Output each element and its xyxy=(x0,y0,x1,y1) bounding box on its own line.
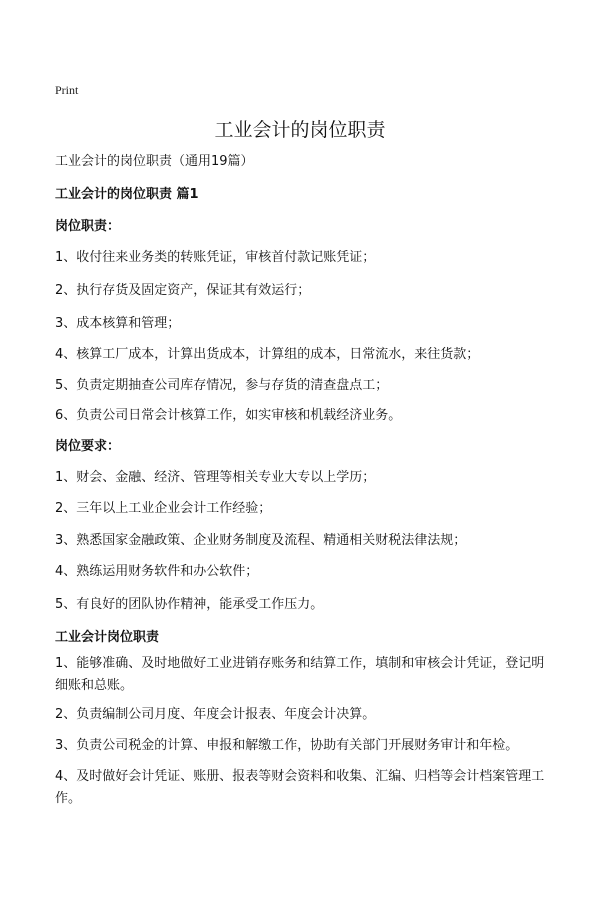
section2-item: 1、能够准确、及时地做好工业进销存账务和结算工作，填制和审核会计凭证，登记明细账和总账。 xyxy=(55,656,545,693)
duty-item: 5、负责定期抽查公司库存情况，参与存货的清查盘点工； xyxy=(55,378,389,393)
print-label: Print xyxy=(55,83,79,97)
document-subtitle: 工业会计的岗位职责（通用19篇） xyxy=(55,154,254,169)
duty-item: 1、收付往来业务类的转账凭证，审核首付款记账凭证； xyxy=(55,250,376,265)
duty-item: 2、执行存货及固定资产，保证其有效运行； xyxy=(55,283,311,298)
duty-item: 4、核算工厂成本，计算出货成本，计算组的成本，日常流水，来往货款； xyxy=(55,347,480,362)
requirement-item: 5、有良好的团队协作精神，能承受工作压力。 xyxy=(55,597,324,612)
requirement-item: 3、熟悉国家金融政策、企业财务制度及流程、精通相关财税法律法规； xyxy=(55,533,467,548)
duty-item: 6、负责公司日常会计核算工作，如实审核和机载经济业务。 xyxy=(55,408,402,423)
requirements-heading: 岗位要求： xyxy=(55,439,121,454)
section2-item: 4、及时做好会计凭证、账册、报表等财会资料和收集、汇编、归档等会计档案管理工作。 xyxy=(55,769,545,806)
duties-heading: 岗位职责： xyxy=(55,219,121,234)
duty-item: 3、成本核算和管理； xyxy=(55,316,181,331)
requirement-item: 4、熟练运用财务软件和办公软件； xyxy=(55,564,259,579)
requirement-item: 1、财会、金融、经济、管理等相关专业大专以上学历； xyxy=(55,470,376,485)
section2-item: 2、负责编制公司月度、年度会计报表、年度会计决算。 xyxy=(55,707,376,722)
section2-heading: 工业会计岗位职责 xyxy=(55,630,160,645)
section2-item: 3、负责公司税金的计算、申报和解缴工作，协助有关部门开展财务审计和年检。 xyxy=(55,738,519,753)
document-title: 工业会计的岗位职责 xyxy=(214,119,386,141)
section1-heading: 工业会计的岗位职责 篇1 xyxy=(55,187,199,202)
requirement-item: 2、三年以上工业企业会计工作经验； xyxy=(55,501,272,516)
